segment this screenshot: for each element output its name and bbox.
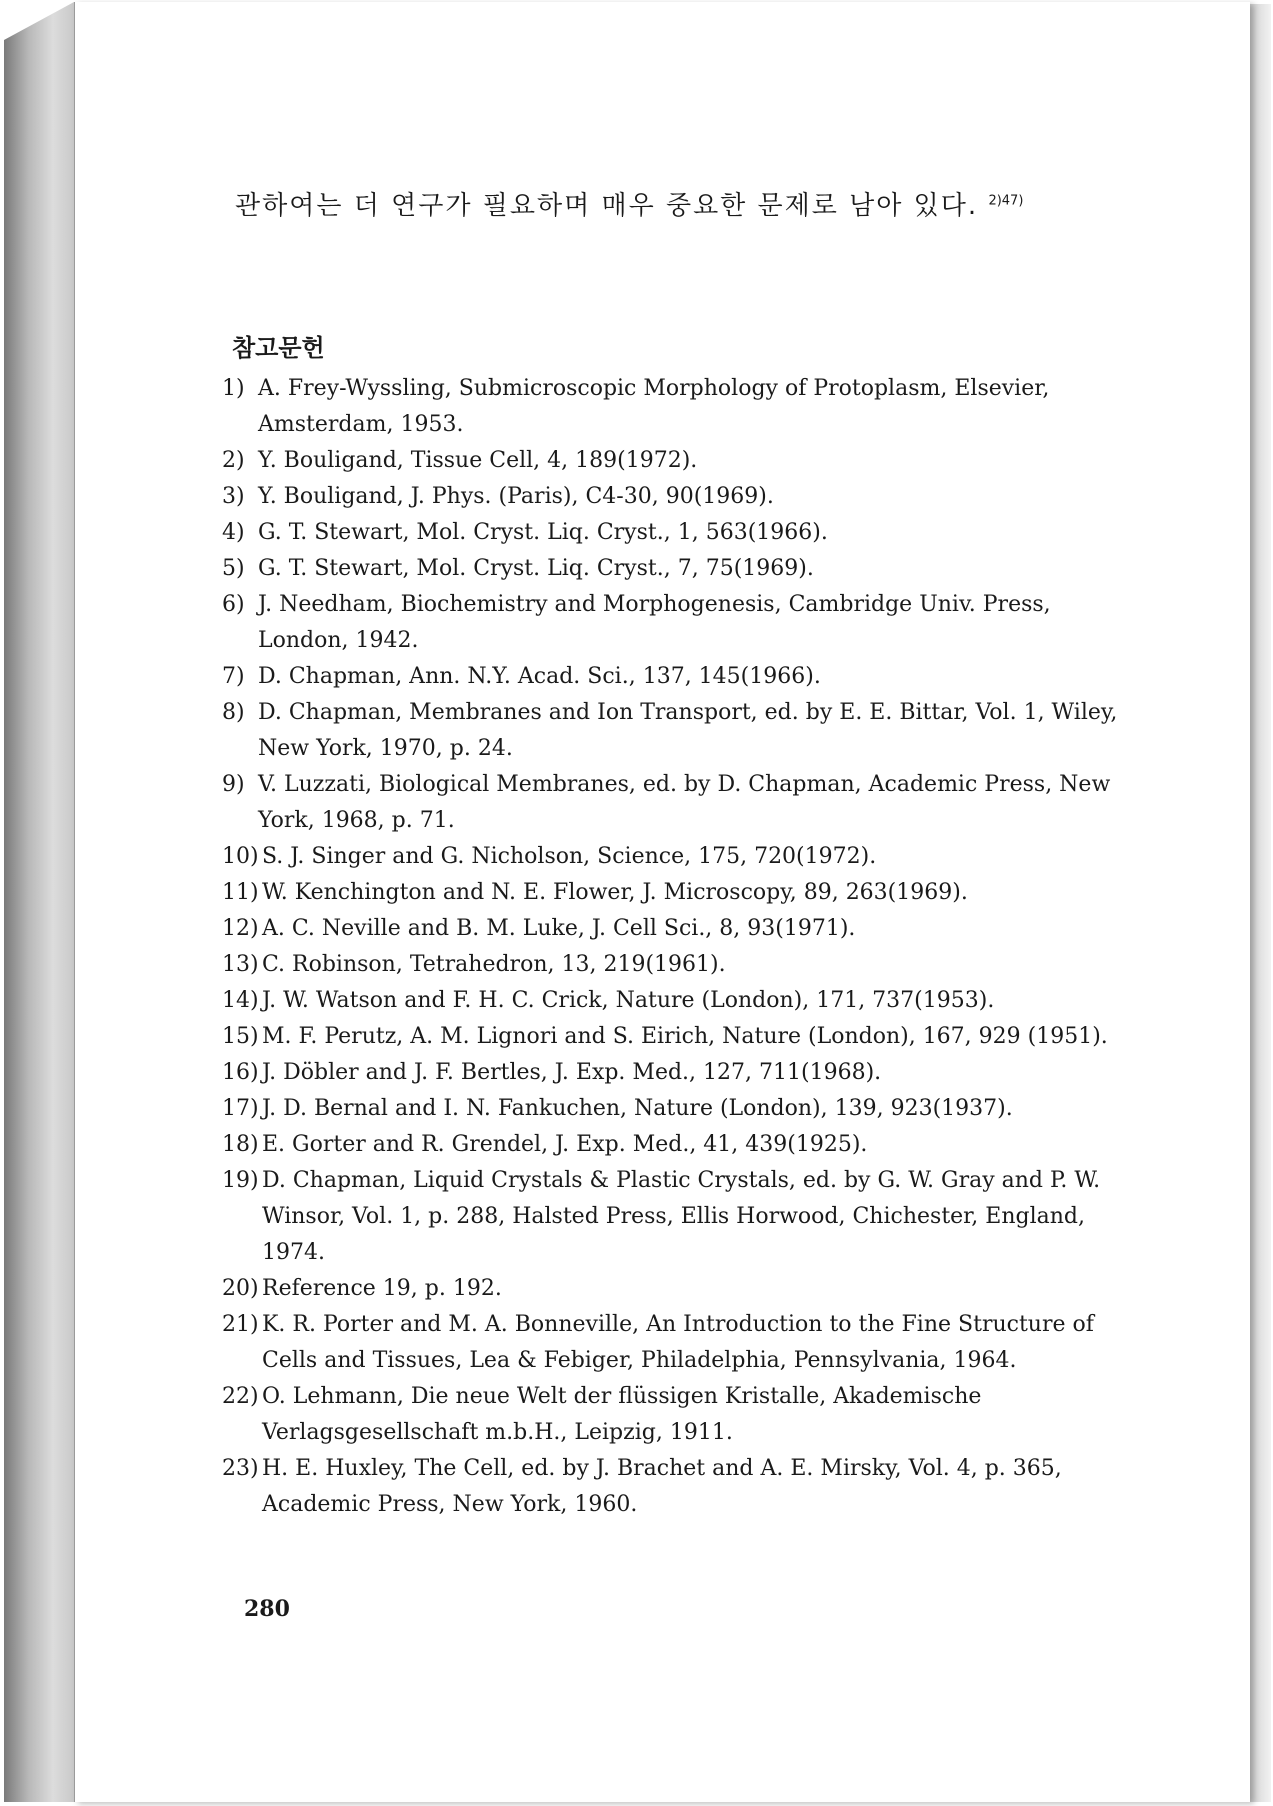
reference-number: 4) bbox=[222, 520, 245, 545]
references-heading: 참고문헌 bbox=[232, 334, 325, 362]
reference-number: 2) bbox=[222, 448, 245, 473]
reference-text: Y. Bouligand, J. Phys. (Paris), C4-30, 90(1969). bbox=[258, 484, 774, 509]
reference-item bbox=[222, 1163, 1125, 1271]
reference-number: 6) bbox=[222, 592, 245, 617]
reference-number: 21) bbox=[222, 1312, 259, 1337]
page-number: 280 bbox=[244, 1596, 290, 1622]
reference-item bbox=[222, 1055, 1125, 1091]
reference-text: W. Kenchington and N. E. Flower, J. Microscopy, 89, 263(1969). bbox=[262, 880, 968, 905]
reference-number: 17) bbox=[222, 1096, 259, 1121]
reference-text: D. Chapman, Ann. N.Y. Acad. Sci., 137, 145(1966). bbox=[258, 664, 821, 689]
reference-item bbox=[222, 1127, 1125, 1163]
reference-number: 20) bbox=[222, 1276, 259, 1301]
reference-item bbox=[222, 587, 1125, 659]
reference-number: 7) bbox=[222, 664, 245, 689]
intro-citation: 2)47) bbox=[988, 193, 1024, 209]
reference-list bbox=[222, 371, 1125, 1523]
reference-item bbox=[222, 947, 1125, 983]
reference-number: 11) bbox=[222, 880, 259, 905]
reference-number: 19) bbox=[222, 1168, 259, 1193]
reference-item bbox=[222, 1091, 1125, 1127]
reference-text: Y. Bouligand, Tissue Cell, 4, 189(1972). bbox=[258, 448, 698, 473]
reference-number: 16) bbox=[222, 1060, 259, 1085]
reference-number: 23) bbox=[222, 1456, 259, 1481]
reference-text: A. C. Neville and B. M. Luke, J. Cell Sci., 8, 93(1971). bbox=[262, 916, 856, 941]
reference-text: S. J. Singer and G. Nicholson, Science, 175, 720(1972). bbox=[262, 844, 877, 869]
intro-text: 관하여는 더 연구가 필요하며 매우 중요한 문제로 남아 있다. bbox=[235, 191, 979, 221]
reference-text: G. T. Stewart, Mol. Cryst. Liq. Cryst., 1, 563(1966). bbox=[258, 520, 828, 545]
reference-text: C. Robinson, Tetrahedron, 13, 219(1961). bbox=[262, 952, 726, 977]
reference-text: V. Luzzati, Biological Membranes, ed. by D. Chapman, Academic Press, New York, 1968, p. 71. bbox=[258, 772, 1111, 833]
reference-item bbox=[222, 659, 1125, 695]
reference-number: 18) bbox=[222, 1132, 259, 1157]
reference-number: 3) bbox=[222, 484, 245, 509]
reference-text: D. Chapman, Membranes and Ion Transport, ed. by E. E. Bittar, Vol. 1, Wiley, New York, 1970, p. 24. bbox=[258, 700, 1118, 761]
reference-text: O. Lehmann, Die neue Welt der flüssigen Kristalle, Akademische Verlagsgesellschaft m.b.H., Leipzig, 1911. bbox=[262, 1384, 982, 1445]
reference-number: 10) bbox=[222, 844, 259, 869]
reference-number: 13) bbox=[222, 952, 259, 977]
reference-item bbox=[222, 1307, 1125, 1379]
reference-number: 9) bbox=[222, 772, 245, 797]
reference-text: K. R. Porter and M. A. Bonneville, An Introduction to the Fine Structure of Cells and Tissues, Lea & Febiger, Philadelphia, Pennsylvania, 1964. bbox=[262, 1312, 1094, 1373]
reference-text: J. Needham, Biochemistry and Morphogenesis, Cambridge Univ. Press, London, 1942. bbox=[258, 592, 1051, 653]
reference-item bbox=[222, 875, 1125, 911]
reference-item bbox=[222, 1451, 1125, 1523]
reference-item bbox=[222, 371, 1125, 443]
reference-text: M. F. Perutz, A. M. Lignori and S. Eirich, Nature (London), 167, 929 (1951). bbox=[262, 1024, 1108, 1049]
reference-text: G. T. Stewart, Mol. Cryst. Liq. Cryst., 7, 75(1969). bbox=[258, 556, 814, 581]
intro-sentence bbox=[235, 185, 1125, 222]
reference-text: Reference 19, p. 192. bbox=[262, 1276, 502, 1301]
reference-number: 12) bbox=[222, 916, 259, 941]
reference-text: J. W. Watson and F. H. C. Crick, Nature (London), 171, 737(1953). bbox=[262, 988, 995, 1013]
reference-item bbox=[222, 839, 1125, 875]
reference-text: J. D. Bernal and I. N. Fankuchen, Nature (London), 139, 923(1937). bbox=[262, 1096, 1013, 1121]
reference-number: 8) bbox=[222, 700, 245, 725]
reference-text: J. Döbler and J. F. Bertles, J. Exp. Med., 127, 711(1968). bbox=[262, 1060, 882, 1085]
reference-text: A. Frey-Wyssling, Submicroscopic Morphology of Protoplasm, Elsevier, Amsterdam, 1953. bbox=[258, 376, 1050, 437]
page-edge bbox=[1249, 4, 1271, 1802]
reference-item bbox=[222, 515, 1125, 551]
reference-text: H. E. Huxley, The Cell, ed. by J. Brachet and A. E. Mirsky, Vol. 4, p. 365, Academic Press, New York, 1960. bbox=[262, 1456, 1062, 1517]
reference-number: 22) bbox=[222, 1384, 259, 1409]
reference-number: 5) bbox=[222, 556, 245, 581]
reference-number: 14) bbox=[222, 988, 259, 1013]
reference-item bbox=[222, 695, 1125, 767]
reference-item bbox=[222, 443, 1125, 479]
reference-text: E. Gorter and R. Grendel, J. Exp. Med., 41, 439(1925). bbox=[262, 1132, 868, 1157]
reference-item bbox=[222, 1019, 1125, 1055]
reference-item bbox=[222, 1379, 1125, 1451]
reference-text: D. Chapman, Liquid Crystals & Plastic Crystals, ed. by G. W. Gray and P. W. Winsor, Vol. 1, p. 288, Halsted Press, Ellis Horwood, Chichester, England, 1974. bbox=[262, 1168, 1101, 1265]
reference-item bbox=[222, 479, 1125, 515]
reference-item bbox=[222, 767, 1125, 839]
reference-number: 15) bbox=[222, 1024, 259, 1049]
reference-item bbox=[222, 1271, 1125, 1307]
book-spine bbox=[4, 2, 74, 1802]
page-content bbox=[150, 185, 1125, 1523]
reference-number: 1) bbox=[222, 376, 245, 401]
reference-item bbox=[222, 911, 1125, 947]
reference-item bbox=[222, 983, 1125, 1019]
reference-item bbox=[222, 551, 1125, 587]
